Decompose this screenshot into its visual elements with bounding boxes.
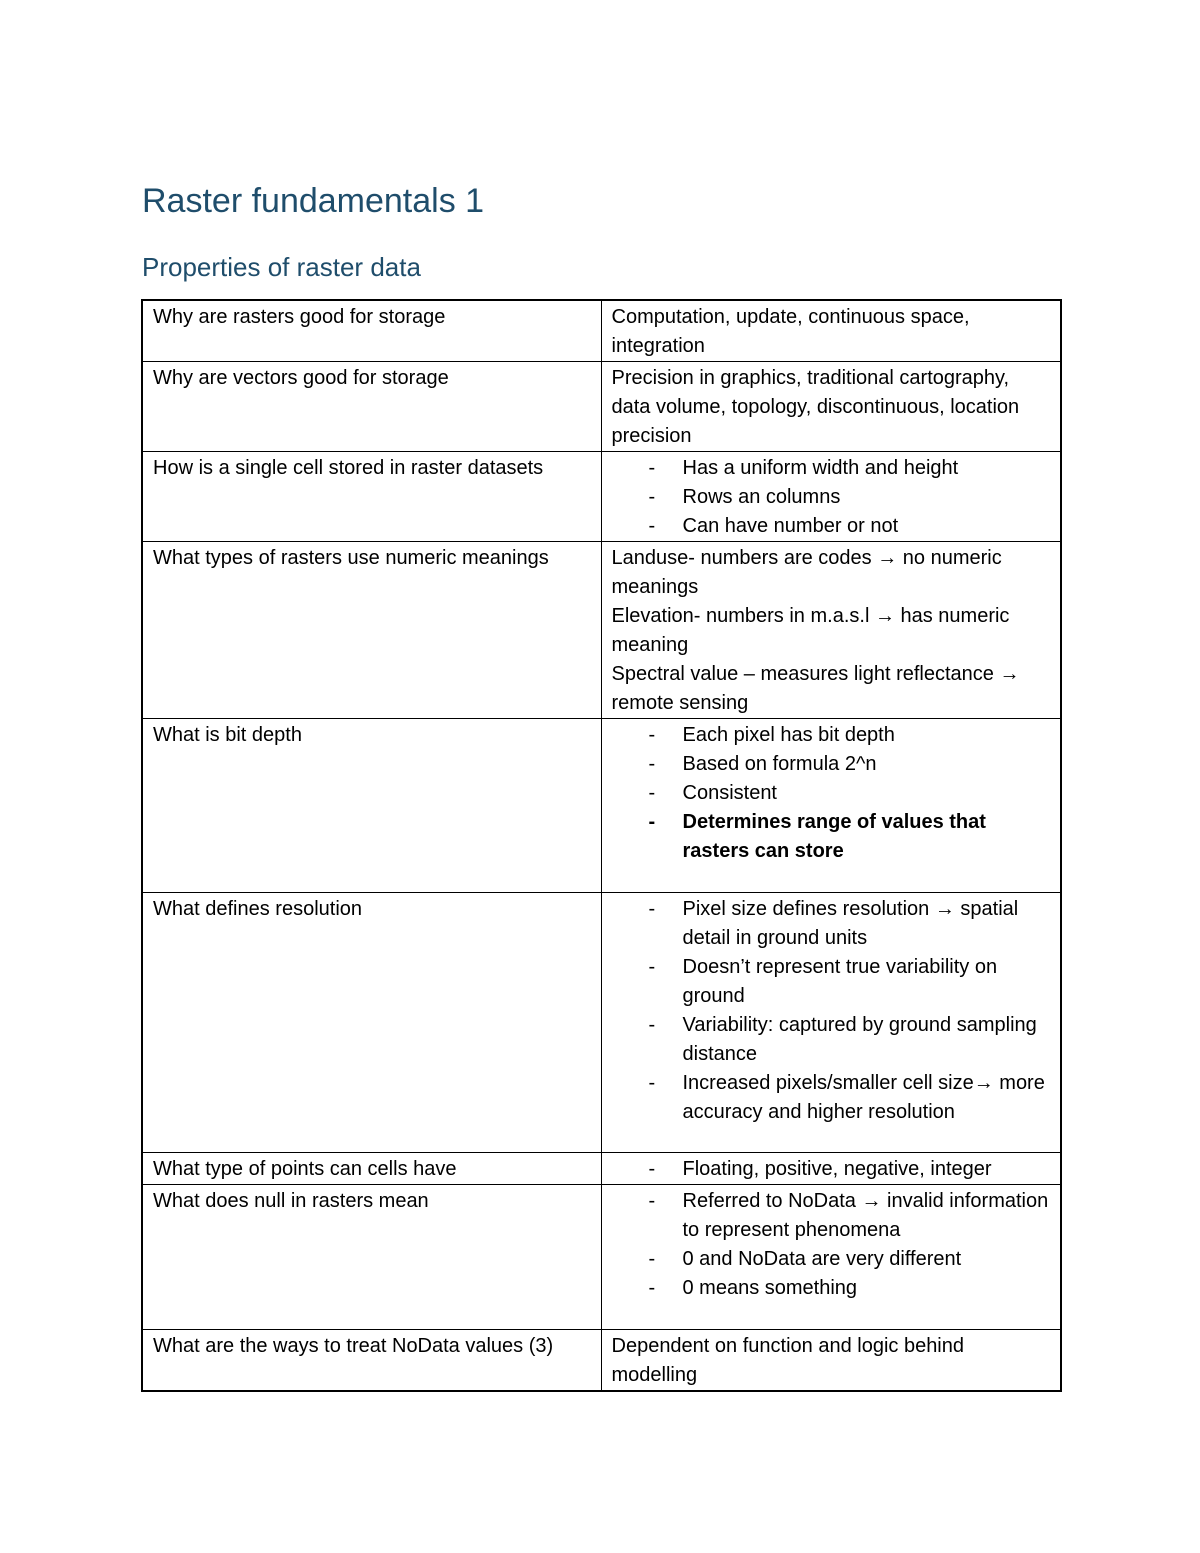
list-item: - Rows an columns xyxy=(612,483,1051,512)
list-item: - 0 means something xyxy=(612,1274,1051,1303)
table-row xyxy=(142,362,1061,452)
answer-list xyxy=(612,721,1051,866)
answer-cell xyxy=(601,362,1061,452)
question-cell: What is bit depth xyxy=(142,719,601,893)
table-row xyxy=(142,893,1061,1153)
question-cell: What types of rasters use numeric meanings xyxy=(142,542,601,719)
list-item: - 0 and NoData are very different xyxy=(612,1245,1051,1274)
question-cell: Why are vectors good for storage xyxy=(142,362,601,452)
answer-list xyxy=(612,1155,1051,1184)
answer-cell xyxy=(601,1153,1061,1185)
list-item: - Has a uniform width and height xyxy=(612,454,1051,483)
question-cell: How is a single cell stored in raster datasets xyxy=(142,452,601,542)
table-row xyxy=(142,1153,1061,1185)
list-item: - Determines range of values that rasters can store xyxy=(612,808,1051,866)
answer-list xyxy=(612,454,1051,541)
answer-text: Spectral value – measures light reflectance → remote sensing xyxy=(611,663,1020,714)
list-item: - Doesn’t represent true variability on ground xyxy=(612,953,1051,1011)
list-item: - Can have number or not xyxy=(612,512,1051,541)
answer-cell xyxy=(601,452,1061,542)
table-row xyxy=(142,719,1061,893)
answer-text: Landuse- numbers are codes → no numeric meanings xyxy=(611,547,1002,598)
answer-cell xyxy=(601,1185,1061,1330)
table-row xyxy=(142,300,1061,362)
question-cell: What defines resolution xyxy=(142,893,601,1153)
list-item: - Pixel size defines resolution → spatial detail in ground units xyxy=(612,895,1051,953)
answer-list xyxy=(612,895,1051,1127)
section-heading: Properties of raster data xyxy=(142,252,421,282)
answer-text: Dependent on function and logic behind modelling xyxy=(611,1335,964,1386)
list-item: - Increased pixels/smaller cell size→ more accuracy and higher resolution xyxy=(612,1069,1051,1127)
answer-text: Precision in graphics, traditional cartography, data volume, topology, discontinuous, location precision xyxy=(611,367,1020,447)
properties-table xyxy=(141,299,1062,1392)
answer-cell xyxy=(601,1330,1061,1392)
answer-cell xyxy=(601,542,1061,719)
page-title: Raster fundamentals 1 xyxy=(142,182,485,220)
table-row xyxy=(142,1330,1061,1392)
question-cell: What are the ways to treat NoData values (3) xyxy=(142,1330,601,1392)
list-item: - Referred to NoData → invalid information to represent phenomena xyxy=(612,1187,1051,1245)
answer-text: Elevation- numbers in m.a.s.l → has numeric meaning xyxy=(611,605,1010,656)
list-item: - Floating, positive, negative, integer xyxy=(612,1155,1051,1184)
list-item: - Consistent xyxy=(612,779,1051,808)
table-row xyxy=(142,1185,1061,1330)
answer-cell xyxy=(601,893,1061,1153)
answer-list xyxy=(612,1187,1051,1303)
answer-cell xyxy=(601,300,1061,362)
answer-text: Computation, update, continuous space, integration xyxy=(611,306,970,357)
answer-cell xyxy=(601,719,1061,893)
list-item: - Variability: captured by ground sampling distance xyxy=(612,1011,1051,1069)
question-cell: What type of points can cells have xyxy=(142,1153,601,1185)
table-row xyxy=(142,452,1061,542)
list-item: - Each pixel has bit depth xyxy=(612,721,1051,750)
question-cell: What does null in rasters mean xyxy=(142,1185,601,1330)
table-row xyxy=(142,542,1061,719)
list-item: - Based on formula 2^n xyxy=(612,750,1051,779)
question-cell: Why are rasters good for storage xyxy=(142,300,601,362)
